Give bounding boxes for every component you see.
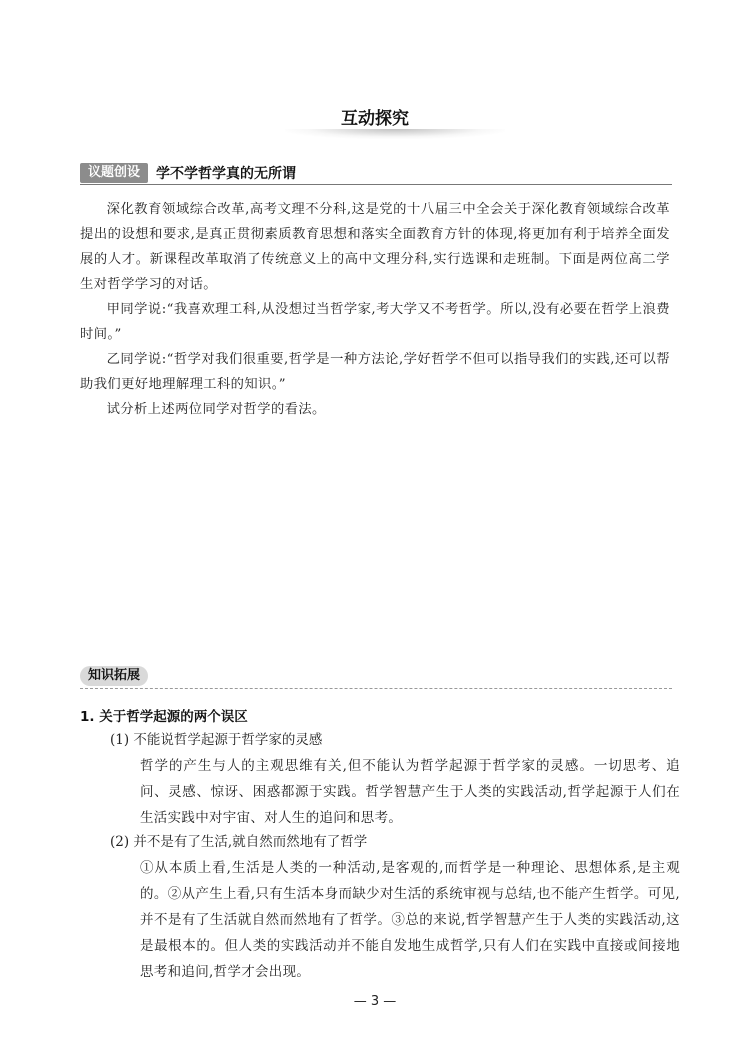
item-1-body: 哲学的产生与人的主观思维有关,但不能认为哲学起源于哲学家的灵感。一切思考、追问、灵感、惊讶、困惑都源于实践。哲学智慧产生于人类的实践活动,哲学起源于人们在生活实践中对宇宙、对人生的追问和思考。 xyxy=(140,758,680,826)
page-number: — 3 — xyxy=(353,994,397,1009)
topic-divider xyxy=(80,184,672,185)
student-b-paragraph: 乙同学说:“哲学对我们很重要,哲学是一种方法论,学好哲学不但可以指导我们的实践,还可以帮助我们更好地理解理工科的知识。” xyxy=(80,352,670,392)
item-2-body: ①从本质上看,生活是人类的一种活动,是客观的,而哲学是一种理论、思想体系,是主观的。②从产生上看,只有生活本身而缺少对生活的系统审视与总结,也不能产生哲学。可见,并不是有了生活就自然而然地有了哲学。③总的来说,哲学智慧产生于人类的实践活动,这是最根本的。但人类的实践活动并不能自发地生成哲学,只有人们在实践中直接或间接地思考和追问,哲学才会出现。 xyxy=(140,860,680,980)
topic-title: 学不学哲学真的无所谓 xyxy=(156,166,297,182)
extension-tag: 知识拓展 xyxy=(80,666,148,686)
item-2-title: (2) 并不是有了生活,就自然而然地有了哲学 xyxy=(110,834,368,850)
question-paragraph: 试分析上述两位同学对哲学的看法。 xyxy=(106,402,326,417)
item-1-title: (1) 不能说哲学起源于哲学家的灵感 xyxy=(110,732,323,748)
topic-tag: 议题创设 xyxy=(80,163,148,183)
intro-paragraph: 深化教育领域综合改革,高考文理不分科,这是党的十八届三中全会关于深化教育领域综合改革提出的设想和要求,是真正贯彻素质教育思想和落实全面教育方针的体现,将更加有利于培养全面发展的人才。新课程改革取消了传统意义上的高中文理分科,实行选课和走班制。下面是两位高二学生对哲学学习的对话。 xyxy=(80,202,670,292)
extension-heading: 1. 关于哲学起源的两个误区 xyxy=(80,709,248,725)
topic-line xyxy=(80,163,296,183)
title-underline-shade xyxy=(285,129,505,139)
extension-divider xyxy=(80,688,672,689)
section-title: 互动探究 xyxy=(341,109,409,129)
student-a-paragraph: 甲同学说:“我喜欢理工科,从没想过当哲学家,考大学又不考哲学。所以,没有必要在哲学上浪费时间。” xyxy=(80,302,670,342)
